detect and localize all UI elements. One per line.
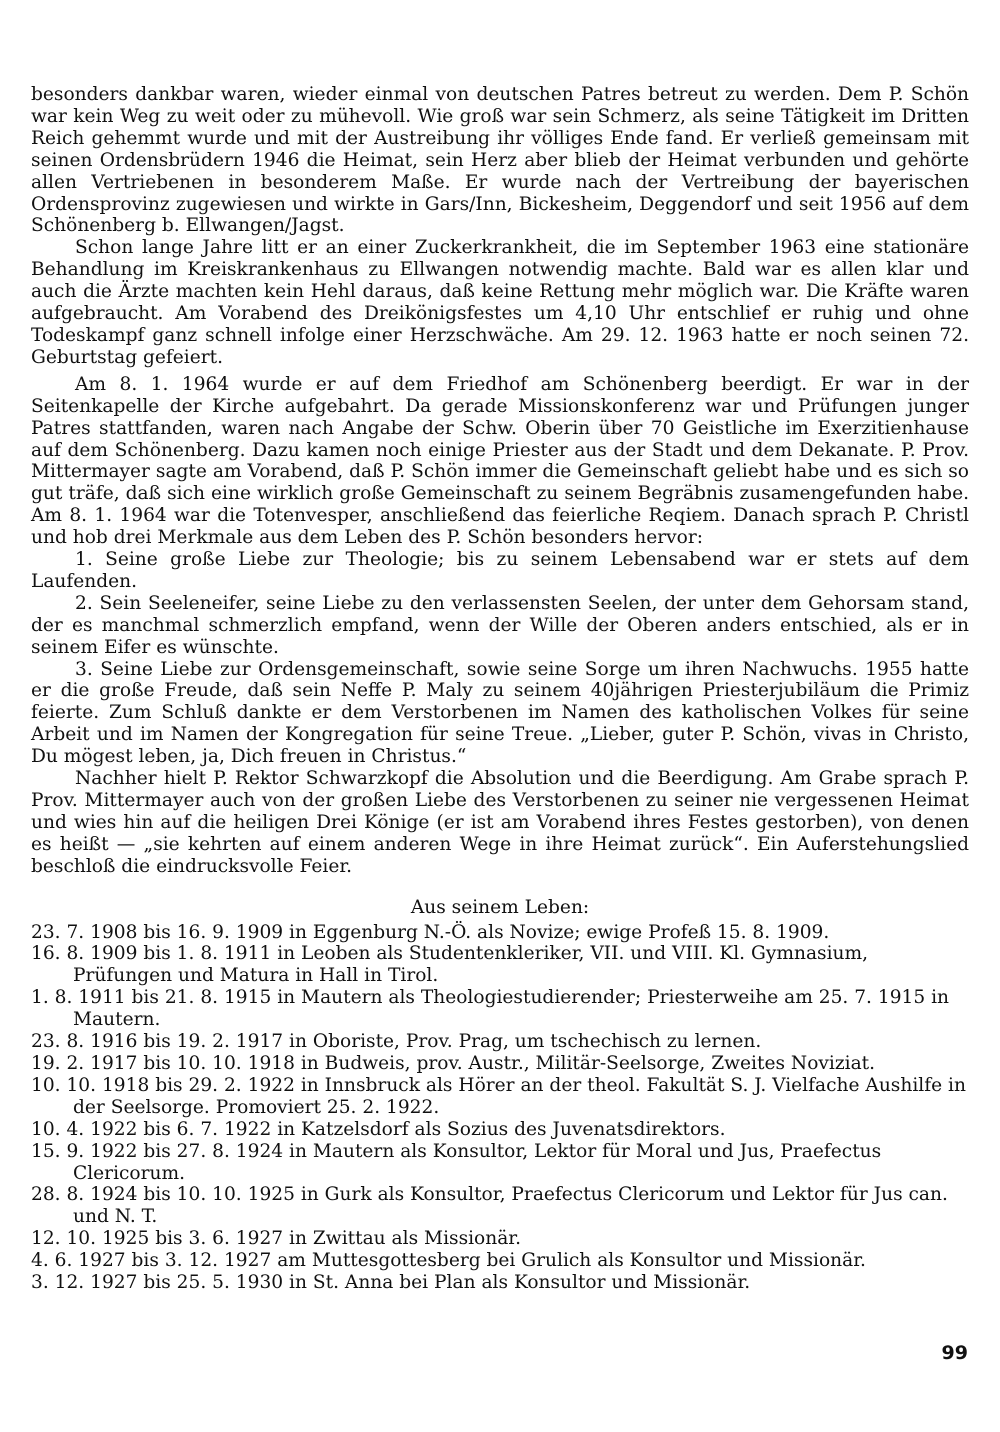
biography-entry: 28. 8. 1924 bis 10. 10. 1925 in Gurk als Konsultor, Praefectus Clericorum und Lektor für Jus can. und N. T.: [31, 1184, 948, 1228]
biography-list: [31, 922, 969, 1294]
biography-entry: 12. 10. 1925 bis 3. 6. 1927 in Zwittau als Missionär.: [31, 1228, 522, 1250]
paragraph-point-1: 1. Seine große Liebe zur Theologie; bis zu seinem Lebensabend war er stets auf dem Laufenden.: [31, 549, 969, 592]
section-heading: Aus seinem Leben:: [410, 896, 590, 918]
biography-entry: 15. 9. 1922 bis 27. 8. 1924 in Mautern als Konsultor, Lektor für Moral und Jus, Praefectus Clericorum.: [31, 1140, 882, 1184]
biography-entry: 1. 8. 1911 bis 21. 8. 1915 in Mautern als Theologiestudierender; Priesterweihe am 25. 7. 1915 in Mautern.: [31, 987, 950, 1031]
paragraph-point-2: 2. Sein Seeleneifer, seine Liebe zu den verlassensten Seelen, der unter dem Gehorsam stand, der es manchmal schmerzlich empfand, wenn der Wille der Oberen anders entschied, als er in seinem Eifer es wünschte.: [31, 592, 969, 658]
paragraph-continuation: besonders dankbar waren, wieder einmal von deutschen Patres betreut zu werden. Dem P. Schön war kein Weg zu weit oder zu mühevoll. Wie groß war sein Schmerz, als seine Tätigkeit im Dritten Reich gehemmt wurde und mit der Austreibung ihr völliges Ende fand. Er verließ gemeinsam mit seinen Ordensbrüdern 1946 die Heimat, sein Herz aber blieb der Heimat verbunden und gehörte allen Vertriebenen in besonderem Maße. Er wurde nach der Vertreibung der bayerischen Ordensprovinz zugewiesen und wirkte in Gars/Inn, Bickesheim, Deggendorf und seit 1956 auf dem Schönenberg b. Ellwangen/Jagst.: [31, 84, 969, 237]
biography-entry: 10. 10. 1918 bis 29. 2. 1922 in Innsbruck als Hörer an der theol. Fakultät S. J. Vielfache Aushilfe in der Seelsorge. Promoviert 25. 2. 1922.: [31, 1074, 966, 1118]
biography-entry: 4. 6. 1927 bis 3. 12. 1927 am Muttesgottesberg bei Grulich als Konsultor und Missionär.: [31, 1250, 866, 1272]
biography-entry: 23. 8. 1916 bis 19. 2. 1917 in Oboriste, Prov. Prag, um tschechisch zu lernen.: [31, 1031, 762, 1053]
page-number: 99: [941, 1342, 968, 1364]
biography-entry: 23. 7. 1908 bis 16. 9. 1909 in Eggenburg N.-Ö. als Novize; ewige Profeß 15. 8. 1909.: [31, 921, 830, 943]
paragraph-point-3: 3. Seine Liebe zur Ordensgemeinschaft, sowie seine Sorge um ihren Nachwuchs. 1955 hatte er die große Freude, daß sein Neffe P. Maly zu seinem 40jährigen Priesterjubiläum die Primiz feierte. Zum Schluß dankte er dem Verstorbenen im Namen des katholischen Volkes für seine Arbeit und im Namen der Kongregation für seine Treue. „Lieber, guter P. Schön, vivas in Christo, Du mögest leben, ja, Dich freuen in Christus.“: [31, 658, 969, 768]
biography-entry: 3. 12. 1927 bis 25. 5. 1930 in St. Anna bei Plan als Konsultor und Missionär.: [31, 1272, 751, 1294]
biography-entry: 16. 8. 1909 bis 1. 8. 1911 in Leoben als Studentenkleriker, VII. und VIII. Kl. Gymnasium, Prüfungen und Matura in Hall in Tirol.: [31, 943, 869, 987]
biography-entry: 19. 2. 1917 bis 10. 10. 1918 in Budweis, prov. Austr., Militär-Seelsorge, Zweites Noviziat.: [31, 1052, 876, 1074]
paragraph-funeral: Am 8. 1. 1964 wurde er auf dem Friedhof am Schönenberg beerdigt. Er war in der Seitenkapelle der Kirche aufgebahrt. Da gerade Missionskonferenz war und Prüfungen junger Patres stattfanden, waren nach Angabe der Schw. Oberin über 70 Geistliche im Exerzitienhause auf dem Schönenberg. Dazu kamen noch einige Priester aus der Stadt und dem Dekanate. P. Prov. Mittermayer sagte am Vorabend, daß P. Schön immer die Gemeinschaft geliebt habe und es sich so gut träfe, daß sich eine wirklich große Gemeinschaft zu seinem Begräbnis zusamengefunden habe. Am 8. 1. 1964 war die Totenvesper, anschließend das feierliche Reqiem. Danach sprach P. Christl und hob drei Merkmale aus dem Leben des P. Schön besonders hervor:: [31, 373, 969, 549]
biography-entry: 10. 4. 1922 bis 6. 7. 1922 in Katzelsdorf als Sozius des Juvenatsdirektors.: [31, 1118, 726, 1140]
paragraph-illness: Schon lange Jahre litt er an einer Zuckerkrankheit, die im September 1963 eine stationäre Behandlung im Kreiskrankenhaus zu Ellwangen notwendig machte. Bald war es allen klar und auch die Ärzte machten kein Hehl daraus, daß keine Rettung mehr möglich war. Die Kräfte waren aufgebraucht. Am Vorabend des Dreikönigsfestes um 4,10 Uhr entschlief er ruhig und ohne Todeskampf ganz schnell infolge einer Herzschwäche. Am 29. 12. 1963 hatte er noch seinen 72. Geburtstag gefeiert.: [31, 237, 969, 368]
body-text: [31, 84, 969, 1294]
paragraph-burial: Nachher hielt P. Rektor Schwarzkopf die Absolution und die Beerdigung. Am Grabe sprach P. Prov. Mittermayer auch von der großen Liebe des Verstorbenen zu seiner nie vergessenen Heimat und wies hin auf die heiligen Drei Könige (er ist am Vorabend ihres Festes gestorben), von denen es heißt — „sie kehrten auf einem anderen Wege in ihre Heimat zurück“. Ein Auferstehungslied beschloß die eindrucksvolle Feier.: [31, 768, 969, 877]
